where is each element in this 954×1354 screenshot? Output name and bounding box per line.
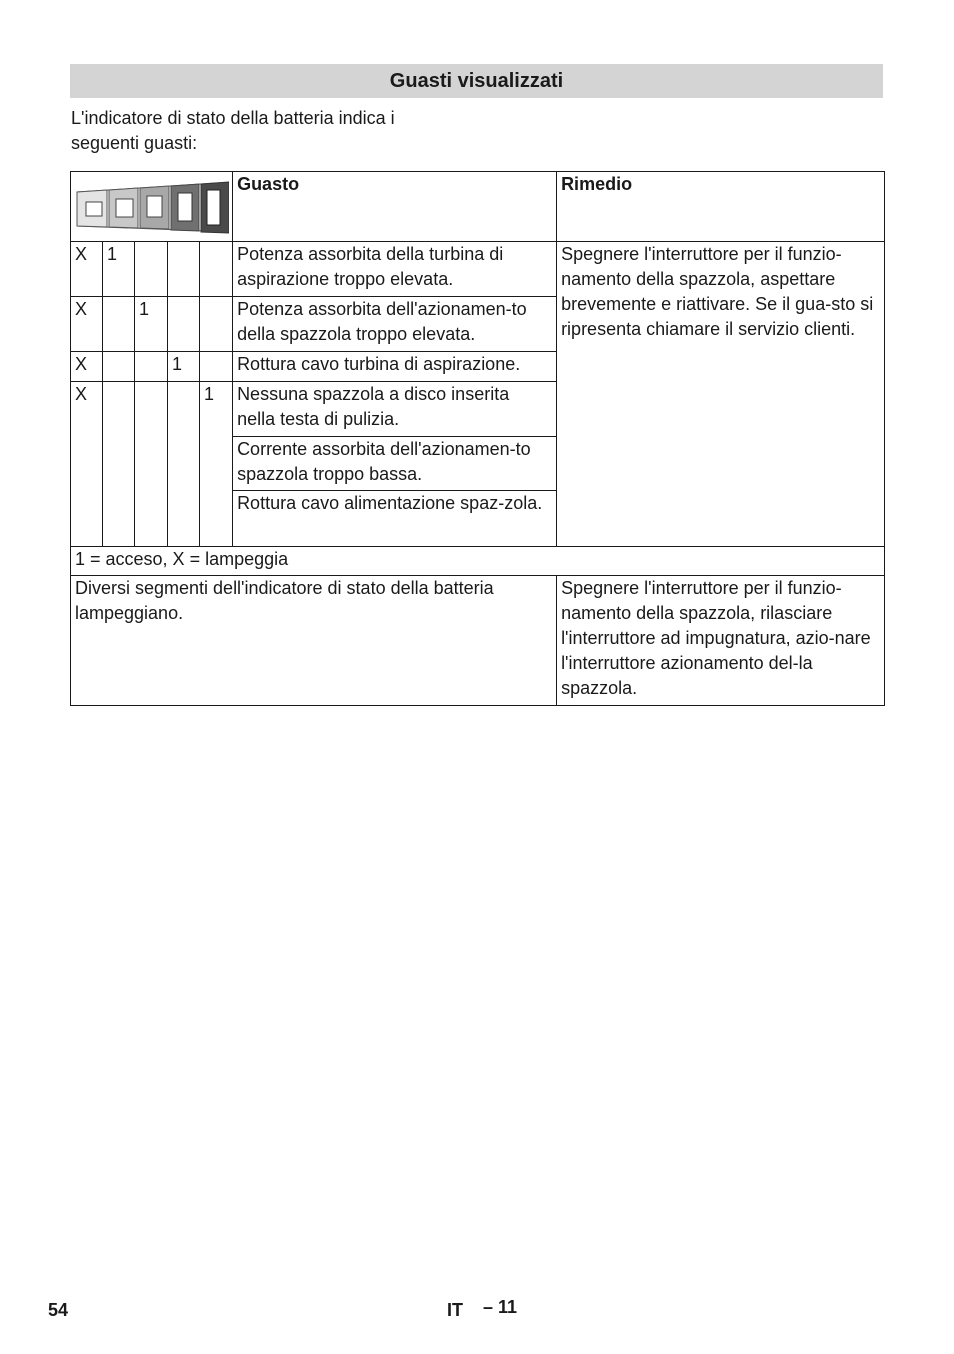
flag-cell: 1 [103,242,135,297]
flag-cell [135,382,168,547]
flag-cell [200,242,233,297]
flag-cell [103,352,135,382]
table-header-row [71,172,885,242]
flag-cell: X [71,352,103,382]
fault-description: Rottura cavo turbina di aspirazione. [233,352,557,382]
language-code: IT [447,1300,463,1320]
flag-cell: X [71,382,103,547]
fault-description: Nessuna spazzola a disco inserita nella testa di pulizia. [233,382,557,437]
remedy-description: Spegnere l'interruttore per il funzio-namento della spazzola, rilasciare l'interruttore ad impugnatura, azio-nare l'interruttore azionamento del-la spazzola. [557,576,885,706]
legend-text: 1 = acceso, X = lampeggia [71,547,885,576]
fault-description: Potenza assorbita della turbina di aspirazione troppo elevata. [233,242,557,297]
intro-text [71,106,471,156]
flag-cell [103,382,135,547]
table-row [71,576,885,706]
intro-line-2: seguenti guasti: [71,133,198,153]
section-title: Guasti visualizzati [70,64,883,98]
flag-cell [168,242,200,297]
flag-cell: 1 [200,382,233,547]
flag-cell [168,382,200,547]
legend-row [71,547,885,576]
section-page-number: – 11 [483,1297,518,1317]
fault-description: Diversi segmenti dell'indicatore di stato della batteria lampeggiano. [71,576,557,706]
flag-cell: X [71,297,103,352]
flag-cell [135,352,168,382]
table-row [71,242,885,297]
flag-cell [168,297,200,352]
flag-cell [103,297,135,352]
fault-description: Rottura cavo alimentazione spaz-zola. [233,491,557,547]
flag-cell: 1 [168,352,200,382]
intro-line-1: L'indicatore di stato della batteria indica i [71,108,395,128]
fault-description: Corrente assorbita dell'azionamen-to spazzola troppo bassa. [233,437,557,491]
fault-description: Potenza assorbita dell'azionamen-to della spazzola troppo elevata. [233,297,557,352]
remedy-description: Spegnere l'interruttore per il funzio-namento della spazzola, aspettare brevemente e riattivare. Se il gua-sto si ripresenta chiamare il servizio clienti. [557,242,885,547]
flag-cell [200,352,233,382]
header-remedy: Rimedio [557,172,885,242]
page-number: 54 [48,1300,69,1320]
flag-cell [200,297,233,352]
header-fault: Guasto [233,172,557,242]
flag-cell: 1 [135,297,168,352]
battery-indicator-cell [71,172,233,242]
fault-table [70,171,885,706]
flag-cell: X [71,242,103,297]
flag-cell [135,242,168,297]
battery-segment-indicator-icon [75,180,229,234]
